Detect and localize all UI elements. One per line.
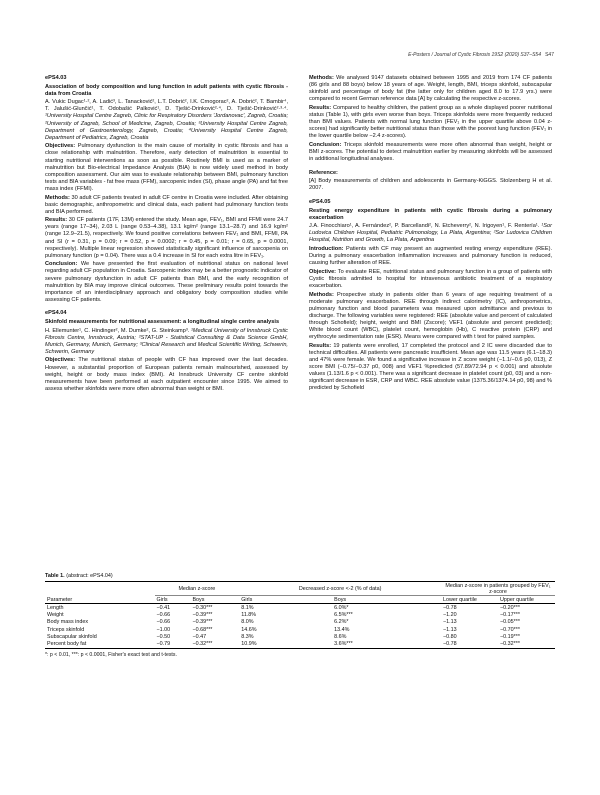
table-cell: 8.0% bbox=[241, 619, 254, 626]
table-cell: −0.79 bbox=[155, 640, 191, 648]
results-paragraph bbox=[309, 343, 552, 393]
section-text: 30 CF patients (17F, 13M) entered the study. Mean age, FEV₁, BMI and FFMI were 24.7 years (range 17–34), 2.03 L (range 0.53–4.38), 13.1 kg/m² (range 13.1–28.7) and 16.9 kg/m² (range 12.9–21.5), respectively. We found positive correlations between FEV₁ and BMI, FFMI, PA and SI (r = 0.31, p = 0.09; r = 0.52, p = 0.0002; r = 0.45, p = 0.01; r = 0.65, p = 0.0001, respectively). Multiple linear regression showed statistically significant influence of sarcopenia on pulmonary function (p = 0.04). There was a 0.4 increase in SI for each extra litre in FEV₁. bbox=[45, 217, 288, 259]
table-cell: −0.66 bbox=[156, 619, 171, 626]
table-cell: −0.80 bbox=[443, 633, 457, 640]
section-label: Introduction: bbox=[309, 245, 344, 252]
table-cell: 13.4% bbox=[334, 626, 350, 633]
table-cell: 8.3% bbox=[241, 633, 254, 640]
table-cell: 6.0%* bbox=[334, 604, 349, 611]
table-cell: Weight bbox=[47, 612, 64, 619]
abstract-authors: H. Ellemunter¹, C. Hindinger², M. Dumke², G. Steinkamp³. bbox=[45, 327, 190, 334]
section-text: 19 patients were enrolled, 17 completed the protocol and 2 IC were discarded due to technical difficulties. All patients were pancreatic insufficient. Mean age was 11.5 years (6.1–18.3) and 47% were female. We found a significative increase in Z score weight (−1.1/−0.6 p0, 013), Z score BMI (−0.75/−0.37 p0, 008) and VEF1 %predicted (57.89/72.94 p < 0.001) and absolute values (1.13/1.6 p < 0.001). There was a significant decrease in platelet count (p0, 03) and a non-significant decrease in ESR, CRP and WBC. REE absolute value (1375.36/1374.14 p0, 98) and % predicted by Schofield bbox=[309, 342, 552, 392]
abstract-title: Resting energy expenditure in patients with cystic fibrosis during a pulmonary exacerbation bbox=[309, 207, 552, 221]
table-cell: −1.20 bbox=[443, 612, 457, 619]
results-paragraph bbox=[309, 105, 552, 140]
data-table bbox=[45, 581, 555, 649]
column-group-header: Median z-score bbox=[155, 582, 240, 596]
table-cell: −1.13 bbox=[443, 619, 457, 626]
table-cell: Length bbox=[47, 604, 64, 611]
table-cell: −0.68*** bbox=[192, 626, 213, 633]
page-number: S47 bbox=[545, 52, 554, 58]
table-row bbox=[45, 604, 555, 612]
section-label: Results: bbox=[45, 217, 68, 224]
objective-paragraph bbox=[309, 269, 552, 290]
table-cell: 11.8% bbox=[241, 612, 257, 619]
table-caption bbox=[45, 573, 555, 579]
table-cell: −0.66 bbox=[156, 612, 171, 619]
abstract-authors-block bbox=[45, 99, 288, 142]
section-label: Results: bbox=[309, 104, 332, 111]
table-row bbox=[45, 626, 555, 633]
section-text: Compared to healthy children, the patient group as a whole displayed poorer nutritional status (Table 1), with girls even worse than boys. Triceps skinfolds were more frequently reduced than BMI values. Patients with normal lung function (FEV₁ in the upper quartile above 0.04 z-scores) had significantly better nutritional status than those with the poorest lung function (FEV₁ in the lower quartile below −2.4 z-scores). bbox=[309, 104, 553, 140]
abstract-code: ePS4.04 bbox=[45, 310, 67, 317]
introduction-paragraph bbox=[309, 246, 552, 267]
section-label: Objectives: bbox=[45, 143, 76, 150]
table-1 bbox=[45, 573, 555, 658]
abstract-affiliations: ¹Sor Ludovica Children Hospital, Pediatric Pulmonology, La Plata, Argentina; ²Sor Ludovica Children Hospital, Nutrition and Growth, La Plata, Argentina bbox=[309, 223, 552, 244]
abstract-title: Skinfold measurements for nutritional assessment: a longitudinal single centre analysis bbox=[45, 319, 280, 325]
table-cell: −0.70*** bbox=[500, 626, 520, 633]
table-cell: Triceps skinfold bbox=[47, 626, 85, 633]
table-row bbox=[45, 633, 555, 640]
section-text: 30 adult CF patients treated in adult CF centre in Croatia were included. After obtaining basic demographic, anthropometric and clinical data, each patient had pulmonary function tests and BIA performed. bbox=[45, 194, 288, 215]
table-cell: −0.78 bbox=[443, 604, 457, 611]
objectives-paragraph bbox=[45, 357, 288, 392]
section-text: Pulmonary dysfunction is the main cause of mortality in cystic fibrosis and has a close relationship with malnutrition. Therefore, early detection of malnutrition is essential to starting nutritional interventions as soon as possible. Routinely BMI is used as a marker of malnutrition but Bio-electrical Impedance Analysis (BIA) is now widely used method in body composition assessment. Our aim was to evaluate relationship between BMI, pulmonary function tests and BIA variables - fat free mass (FFM), sarcopenic index (SI), phase angle (PA) and fat free mass index (FFMI). bbox=[45, 143, 288, 192]
column-group-header: Decreased z-score <-2 (% of data) bbox=[239, 582, 441, 596]
table-cell: 8.6% bbox=[334, 633, 347, 640]
section-label: Conclusion: bbox=[309, 141, 342, 148]
table-cell: Body mass index bbox=[47, 619, 89, 626]
table-cell: −0.32*** bbox=[498, 640, 555, 648]
table-caption-note: (abstract: ePS4.04) bbox=[66, 573, 113, 579]
table-cell: −0.32*** bbox=[190, 640, 239, 648]
table-cell: 14.6% bbox=[241, 626, 257, 633]
table-cell: −0.39*** bbox=[192, 619, 213, 626]
table-caption-label: Table 1. bbox=[45, 573, 65, 579]
table-cell: −0.17*** bbox=[500, 612, 520, 619]
table-cell: −0.47 bbox=[192, 633, 207, 640]
section-text: The nutritional status of people with CF has improved over the last decades. However, a substantial proportion of European patients remain malnourished, assessed by weight, height or body mass index (BMI). At Innsbruck University CF centre skinfold measurements have been performed at each outpatient encounter since 1995. We aimed to assess whether skinfolds were more often abnormal than weight or BMI. bbox=[45, 357, 288, 392]
abstract-code: ePS4.05 bbox=[309, 198, 331, 205]
section-text: Patients with CF may present an augmented resting energy expenditure (REE). During a pulmonary exacerbation inflammation increases and pulmonary function is reduced, causing further alteration of REE. bbox=[309, 245, 552, 267]
section-text: Triceps skinfold measurements were more often abnormal than weight, height or BMI z-scores. The potential to detect malnutrition earlier by measuring skinfolds will be assessed in additional longitudinal analyses. bbox=[309, 141, 552, 163]
section-label: Methods: bbox=[309, 75, 334, 81]
table-row bbox=[45, 619, 555, 626]
column-header: Girls bbox=[155, 596, 191, 604]
section-label: Results: bbox=[309, 342, 332, 349]
table-footnote: *: p < 0.01, ***: p < 0.0001, Fisher's exact test and t-tests. bbox=[45, 651, 177, 658]
table-row bbox=[45, 612, 555, 619]
section-text: We analysed 9147 datasets obtained between 1995 and 2019 from 174 CF patients (86 girls and 88 boys) below 18 years of age. Weight, length, BMI, triceps skinfold, subscapular skinfold and percentage of body fat (the latter only for children aged 8.0 to 17.9 yrs.) were compared to recent German reference data [A] by calculating the respective z-scores. bbox=[309, 75, 553, 103]
column-header: Girls bbox=[239, 596, 332, 604]
column-header: Lower quartile bbox=[441, 596, 498, 604]
section-label: Objectives: bbox=[45, 357, 76, 364]
section-label: Objective: bbox=[309, 268, 337, 275]
table-cell: 6.2%* bbox=[334, 619, 349, 626]
conclusion-paragraph bbox=[45, 261, 288, 304]
section-text: Prospective study in patients older than 6 years of age requiring treatment of a moderate pulmonary exacerbation. REE through indirect calorimetry (IC), anthropometrics, pulmonary function and blood parameters was measured upon admittance and previous to discharge. The following variables were registered: REE (absolute value and percent of calculated through Schofield); height, weight and BMI (Zscore); VEF1 (absolute and percent predicted); White blood count (WBC), platelet count, hemoglobin (Hb), C reactive protein (CRP) and erythrocyte sedimentation rate (ESR). Means were compared with t test for paired samples. bbox=[309, 291, 552, 341]
methods-paragraph bbox=[309, 292, 552, 342]
table-cell: −1.00 bbox=[156, 626, 171, 633]
table-cell: −1.13 bbox=[443, 626, 457, 633]
column-header: Parameter bbox=[45, 582, 155, 604]
column-header: Boys bbox=[332, 596, 441, 604]
conclusion-paragraph bbox=[309, 142, 552, 163]
table-cell: −0.05*** bbox=[500, 619, 520, 626]
table-cell: −0.19*** bbox=[500, 633, 520, 640]
column-group-header: Median z-score in patients grouped by FEV₁ z-score bbox=[441, 582, 555, 596]
table-cell: 10.9% bbox=[239, 640, 332, 648]
section-label: Methods: bbox=[309, 291, 334, 298]
methods-paragraph bbox=[309, 75, 552, 103]
abstract-authors-block bbox=[45, 328, 288, 356]
section-label: Conclusion: bbox=[45, 261, 78, 268]
abstract-authors: J.A. Finocchiaro¹, A. Fernández², P. Barcellandi², N. Etcheverry², N. Irigoyen¹, F. Rentería¹. bbox=[309, 223, 540, 230]
table-cell: −0.39*** bbox=[192, 612, 213, 619]
reference-heading: Reference: bbox=[309, 169, 338, 176]
table-cell: −0.30*** bbox=[192, 604, 213, 611]
abstract-code: ePS4.03 bbox=[45, 75, 67, 81]
left-column bbox=[45, 75, 288, 394]
table-cell: 3.6%*** bbox=[332, 640, 441, 648]
abstract-authors: A. Vukic Dugac¹·², A. Ladić³, L. Tanacković², L.T. Dobrić², I.K. Crnogorac², A. Dobrić², T. Bambir⁴, T. Jalušić-Glunčić¹, T. Odobašić Palković¹, D. Tješić-Drinković²·⁴, D. Tješić-Drinković²·³·⁴. bbox=[45, 99, 288, 113]
abstract-authors-block bbox=[309, 223, 552, 244]
table-cell: 6.5%*** bbox=[334, 612, 353, 619]
abstract-affiliations: ¹University Hospital Centre Zagreb, Clinic for Respiratory Disorders 'Jordanovac', Zagreb, Croatia; ²University of Zagreb, School of Medicine, Zagreb, Croatia; ³University Hospital Centre Zagreb, Department of Gastroenterology, Zagreb, Croatia; ⁴University Hospital Centre Zagreb, Department of Pediatrics, Zagreb, Croatia bbox=[45, 113, 288, 141]
section-text: To evaluate REE, nutritional status and pulmonary function in a group of patients with Cystic fibrosis admitted to hospital for intravenous antibiotic treatment of a respiratory exacerbation. bbox=[309, 268, 553, 289]
right-column bbox=[309, 75, 552, 394]
table-cell: Percent body fat bbox=[45, 640, 155, 648]
methods-paragraph bbox=[45, 195, 288, 216]
reference-item: [A] Body measurements of children and adolescents in Germany-KiGGS. Stolzenberg H et al. 2007. bbox=[309, 178, 552, 192]
table-cell: −0.41 bbox=[156, 604, 171, 611]
table-row bbox=[45, 640, 555, 648]
column-header: Upper quartile bbox=[498, 596, 555, 604]
section-text: We have presented the first evaluation of nutritional status on national level regarding adult CF population in Croatia. Sarcopenic index may be a better prognostic indicator of severe pulmonary dysfunction in adult CF patients than BMI, and the early recognition of malnutrition by BIA may improve clinical outcomes. These preliminary results point towards the importance of an interdisciplinary approach and obligatory body composition studies while assessing CF patients. bbox=[45, 261, 288, 303]
objectives-paragraph bbox=[45, 143, 288, 193]
table-cell: −0.20*** bbox=[500, 604, 520, 611]
table-cell: 8.1% bbox=[241, 604, 254, 611]
column-header: Boys bbox=[190, 596, 239, 604]
section-label: Methods: bbox=[45, 194, 70, 201]
table-cell: −0.50 bbox=[156, 633, 171, 640]
abstract-title: Association of body composition and lung function in adult patients with cystic fibrosis - data from Croatia bbox=[45, 83, 288, 97]
table-cell: −0.78 bbox=[441, 640, 498, 648]
journal-name: E-Posters / Journal of Cystic Fibrosis 19S2 (2020) S37–S54 bbox=[408, 52, 541, 58]
abstract-affiliations: ¹Medical University of Innsbruck Cystic Fibrosis Centre, Innsbruck, Austria; ²STAT-UP - Statistical Consulting & Data Science GmbH, Munich, Germany, Munich, Germany; ³Clinical Research and Medical Scientific Writing, Schwerin, Schwerin, Germany bbox=[45, 327, 288, 355]
table-cell: Subscapular skinfold bbox=[47, 633, 97, 640]
results-paragraph bbox=[45, 217, 288, 260]
